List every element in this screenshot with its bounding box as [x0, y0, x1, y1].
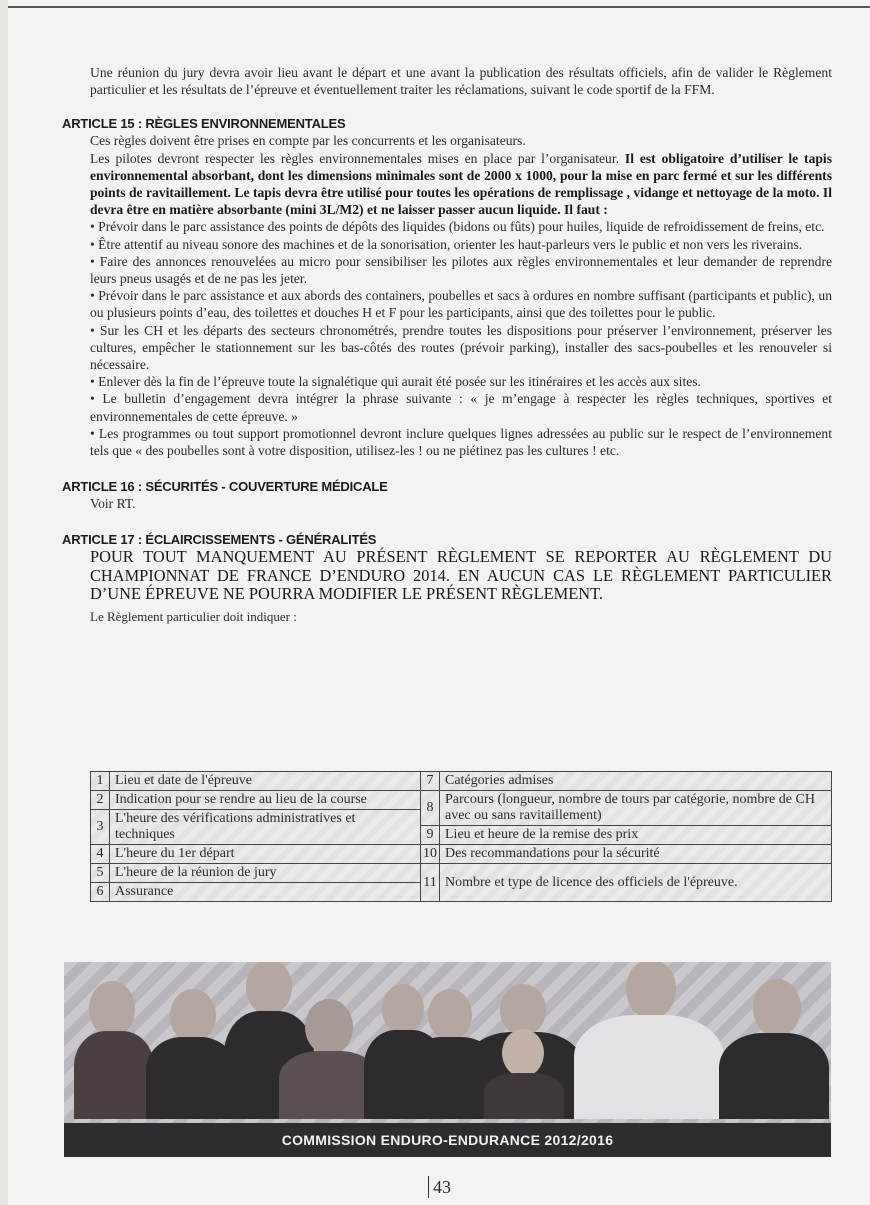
table-cell-number: 6 [91, 883, 110, 902]
table-cell-text [110, 845, 421, 864]
table-cell-number: 5 [91, 864, 110, 883]
table-cell-text: Des recommandations pour la sécurité [440, 845, 832, 864]
bullet-item: • Enlever dès la fin de l’épreuve toute la signalétique qui aurait été posée sur les itinéraires et les accès aux sites. [90, 374, 701, 390]
person-figure [484, 1029, 564, 1119]
table-cell-number: 1 [91, 772, 110, 791]
article-15-title: ARTICLE 15 : RÈGLES ENVIRONNEMENTALES [62, 116, 346, 132]
bullet-item: • Le bulletin d’engagement devra intégrer la phrase suivante : « je m’engage à respecter les règles techniques, sportives et environnementales de cette épreuve. » [90, 391, 832, 424]
table-cell-text: Assurance [110, 883, 421, 902]
table-cell-text: L'heure de la réunion de jury [110, 864, 421, 883]
table-cell-number: 7 [421, 772, 440, 791]
table-cell-text: Nombre et type de licence des officiels de l'épreuve. [440, 864, 832, 902]
intro-paragraph: Une réunion du jury devra avoir lieu avant le départ et une avant la publication des résultats officiels, afin de valider le Règlement particulier et les résultats de l’épreuve et éventuellement traiter les réclamations, suivant le code sportif de la FFM. [90, 65, 832, 98]
article-15-line1: Ces règles doivent être prises en compte par les concurrents et les organisateurs. [90, 133, 526, 149]
first-departure-label: L'heure du 1er départ [115, 846, 235, 861]
table-intro: Le Règlement particulier doit indiquer : [90, 608, 297, 624]
table-cell-number: 3 [91, 810, 110, 845]
article-15-normal: Les pilotes devront respecter les règles environnementales mises en place par l’organisateur. [90, 150, 620, 166]
person-figure [719, 979, 829, 1119]
table-cell-text: L'heure des vérifications administratives et techniques [110, 810, 421, 845]
requirements-table [90, 771, 832, 902]
bullet-item: • Prévoir dans le parc assistance et aux abords des containers, poubelles et sacs à ordures en nombre suffisant (participants et public), un ou plusieurs points d’eau, des toilettes et douches H et F pour les participants, ainsi que des toilettes pour le public. [90, 288, 832, 321]
table-cell-number: 2 [91, 791, 110, 810]
article-16-text: Voir RT. [90, 496, 136, 512]
table-cell-number: 9 [421, 826, 440, 845]
article-15-bold: Il est obligatoire d’utiliser le tapis environnemental absorbant, dont les dimensions minimales sont de 2000 x 1000, pour la mise en parc fermé et sur les différents points de ravitaillement. Le tapis devra être utilisé pour toutes les opérations de remplissage , vidange et nettoyage de la moto. Il devra être en matière absorbante (mini 3L/M2) et ne laisser passer aucun liquide. Il faut : [90, 150, 832, 218]
table-cell-text: Lieu et date de l'épreuve [110, 772, 421, 791]
document-body [62, 64, 832, 625]
photo-caption: COMMISSION ENDURO-ENDURANCE 2012/2016 [64, 1123, 831, 1157]
table-cell-text: Parcours (longueur, nombre de tours par catégorie, nombre de CH avec ou sans ravitaillement) [440, 791, 832, 826]
article-16-title: ARTICLE 16 : SÉCURITÉS - COUVERTURE MÉDICALE [62, 479, 388, 495]
bullet-item: • Faire des annonces renouvelées au micro pour sensibiliser les pilotes aux règles environnementales et leur demander de reprendre leurs pneus usagés et de ne pas les jeter. [90, 253, 832, 287]
article-15-rules [90, 150, 832, 219]
person-figure [74, 969, 154, 1119]
table-cell-number: 8 [421, 791, 440, 826]
person-figure [574, 962, 724, 1119]
table-cell-number: 4 [91, 845, 110, 864]
bullet-item: • Prévoir dans le parc assistance des points de dépôts des liquides (bidons ou fûts) pour huiles, liquide de refroidissement de freins, etc. [90, 219, 825, 235]
page-number: 43 [428, 1176, 451, 1198]
table-cell-text: Indication pour se rendre au lieu de la course [110, 791, 421, 810]
article-17-title: ARTICLE 17 : ÉCLAIRCISSEMENTS - GÉNÉRALITÉS [62, 532, 377, 548]
table-cell-number: 10 [421, 845, 440, 864]
table-cell-text: Lieu et heure de la remise des prix [440, 826, 832, 845]
page-edge [0, 0, 8, 1205]
table-cell-number: 11 [421, 864, 440, 902]
article-17-caps: POUR TOUT MANQUEMENT AU PRÉSENT RÈGLEMENT SE REPORTER AU RÈGLEMENT DU CHAMPIONNAT DE FRANCE D’ENDURO 2014. EN AUCUN CAS LE RÈGLEMENT PARTICULIER D’UNE ÉPREUVE NE POURRA MODIFIER LE PRÉSENT RÈGLEMENT. [90, 547, 832, 604]
bullet-item: • Sur les CH et les départs des secteurs chronométrés, prendre toutes les dispositions pour préserver l’environnement, préserver les cultures, empêcher le stationnement sur les bas-côtés des routes (prévoir parking), installer des sacs-poubelles et les renouveler si nécessaire. [90, 322, 832, 373]
bullet-item: • Les programmes ou tout support promotionnel devront inclure quelques lignes adressées au public sur le respect de l’environnement tels que « des poubelles sont à votre disposition, utilisez-les ! ou ne piétinez pas les cultures ! etc. [90, 425, 832, 459]
person-figure [146, 989, 236, 1119]
top-rule [0, 6, 870, 8]
group-photo [64, 962, 831, 1157]
bullet-item: • Être attentif au niveau sonore des machines et de la sonorisation, orienter les haut-parleurs vers le public et non vers les riverains. [90, 236, 803, 252]
table-cell-text: Catégories admises [440, 772, 832, 791]
